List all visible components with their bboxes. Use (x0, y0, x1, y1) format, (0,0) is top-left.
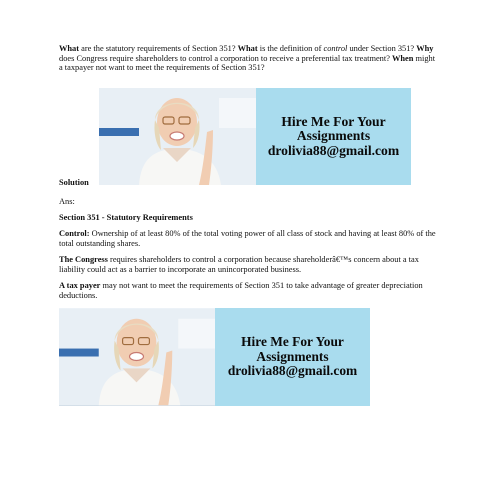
paragraph-text: Ownership of at least 80% of the total voting power of all class of stock and having at least 80% of the total outstanding shares. (59, 229, 436, 248)
ans-label: Ans: (59, 197, 75, 206)
question-keyword-what: What (59, 44, 80, 53)
banner-contact-panel (215, 308, 370, 406)
paragraph-congress (59, 255, 439, 274)
woman-photo-illustration (59, 308, 215, 406)
question-keyword-control: control (323, 44, 348, 53)
question-part: does Congress require shareholders to control a corporation to receive a preferential tax treatment? (59, 53, 393, 63)
banner-line-assignments: Assignments (296, 128, 371, 144)
label-taxpayer: A tax payer (59, 281, 101, 290)
question-part: are the statutory requirements of Section 351? (79, 44, 238, 53)
question-keyword-why: Why (416, 44, 434, 53)
banner-email[interactable]: drolivia88@gmail.com (227, 363, 358, 379)
paragraph-control (59, 229, 439, 248)
banner-line-assignments: Assignments (256, 348, 329, 364)
banner-line-hire: Hire Me For Your (241, 334, 344, 350)
banner-line-hire: Hire Me For Your (281, 113, 386, 129)
woman-photo-illustration (99, 88, 256, 185)
paragraph-taxpayer (59, 281, 439, 300)
question-part: is the definition of (257, 44, 324, 53)
label-control: Control: (59, 229, 90, 238)
banner-photo-woman (99, 88, 256, 185)
advert-banner-bottom[interactable] (59, 308, 370, 406)
banner-contact-panel (256, 88, 411, 185)
paragraph-text: requires shareholders to control a corporation because shareholderâ€™s concern about a tax liability could act as a barrier to incorporate an unincorporated business. (59, 255, 419, 274)
question-text (59, 44, 439, 73)
paragraph-text: may not want to meet the requirements of Section 351 to take advantage of greater depreciation deductions. (59, 281, 423, 300)
question-part: under Section 351? (347, 44, 417, 53)
advert-banner-top[interactable] (99, 88, 411, 185)
question-part: might a taxpayer not want to meet the requirements of Section 351? (59, 53, 436, 73)
banner-photo-woman (59, 308, 215, 406)
question-keyword-when: When (392, 53, 414, 63)
solution-label: Solution (59, 178, 89, 187)
question-keyword-what-2: What (237, 44, 258, 53)
section-title: Section 351 - Statutory Requirements (59, 213, 193, 222)
banner-email[interactable]: drolivia88@gmail.com (267, 142, 400, 158)
label-congress: The Congress (59, 255, 108, 264)
